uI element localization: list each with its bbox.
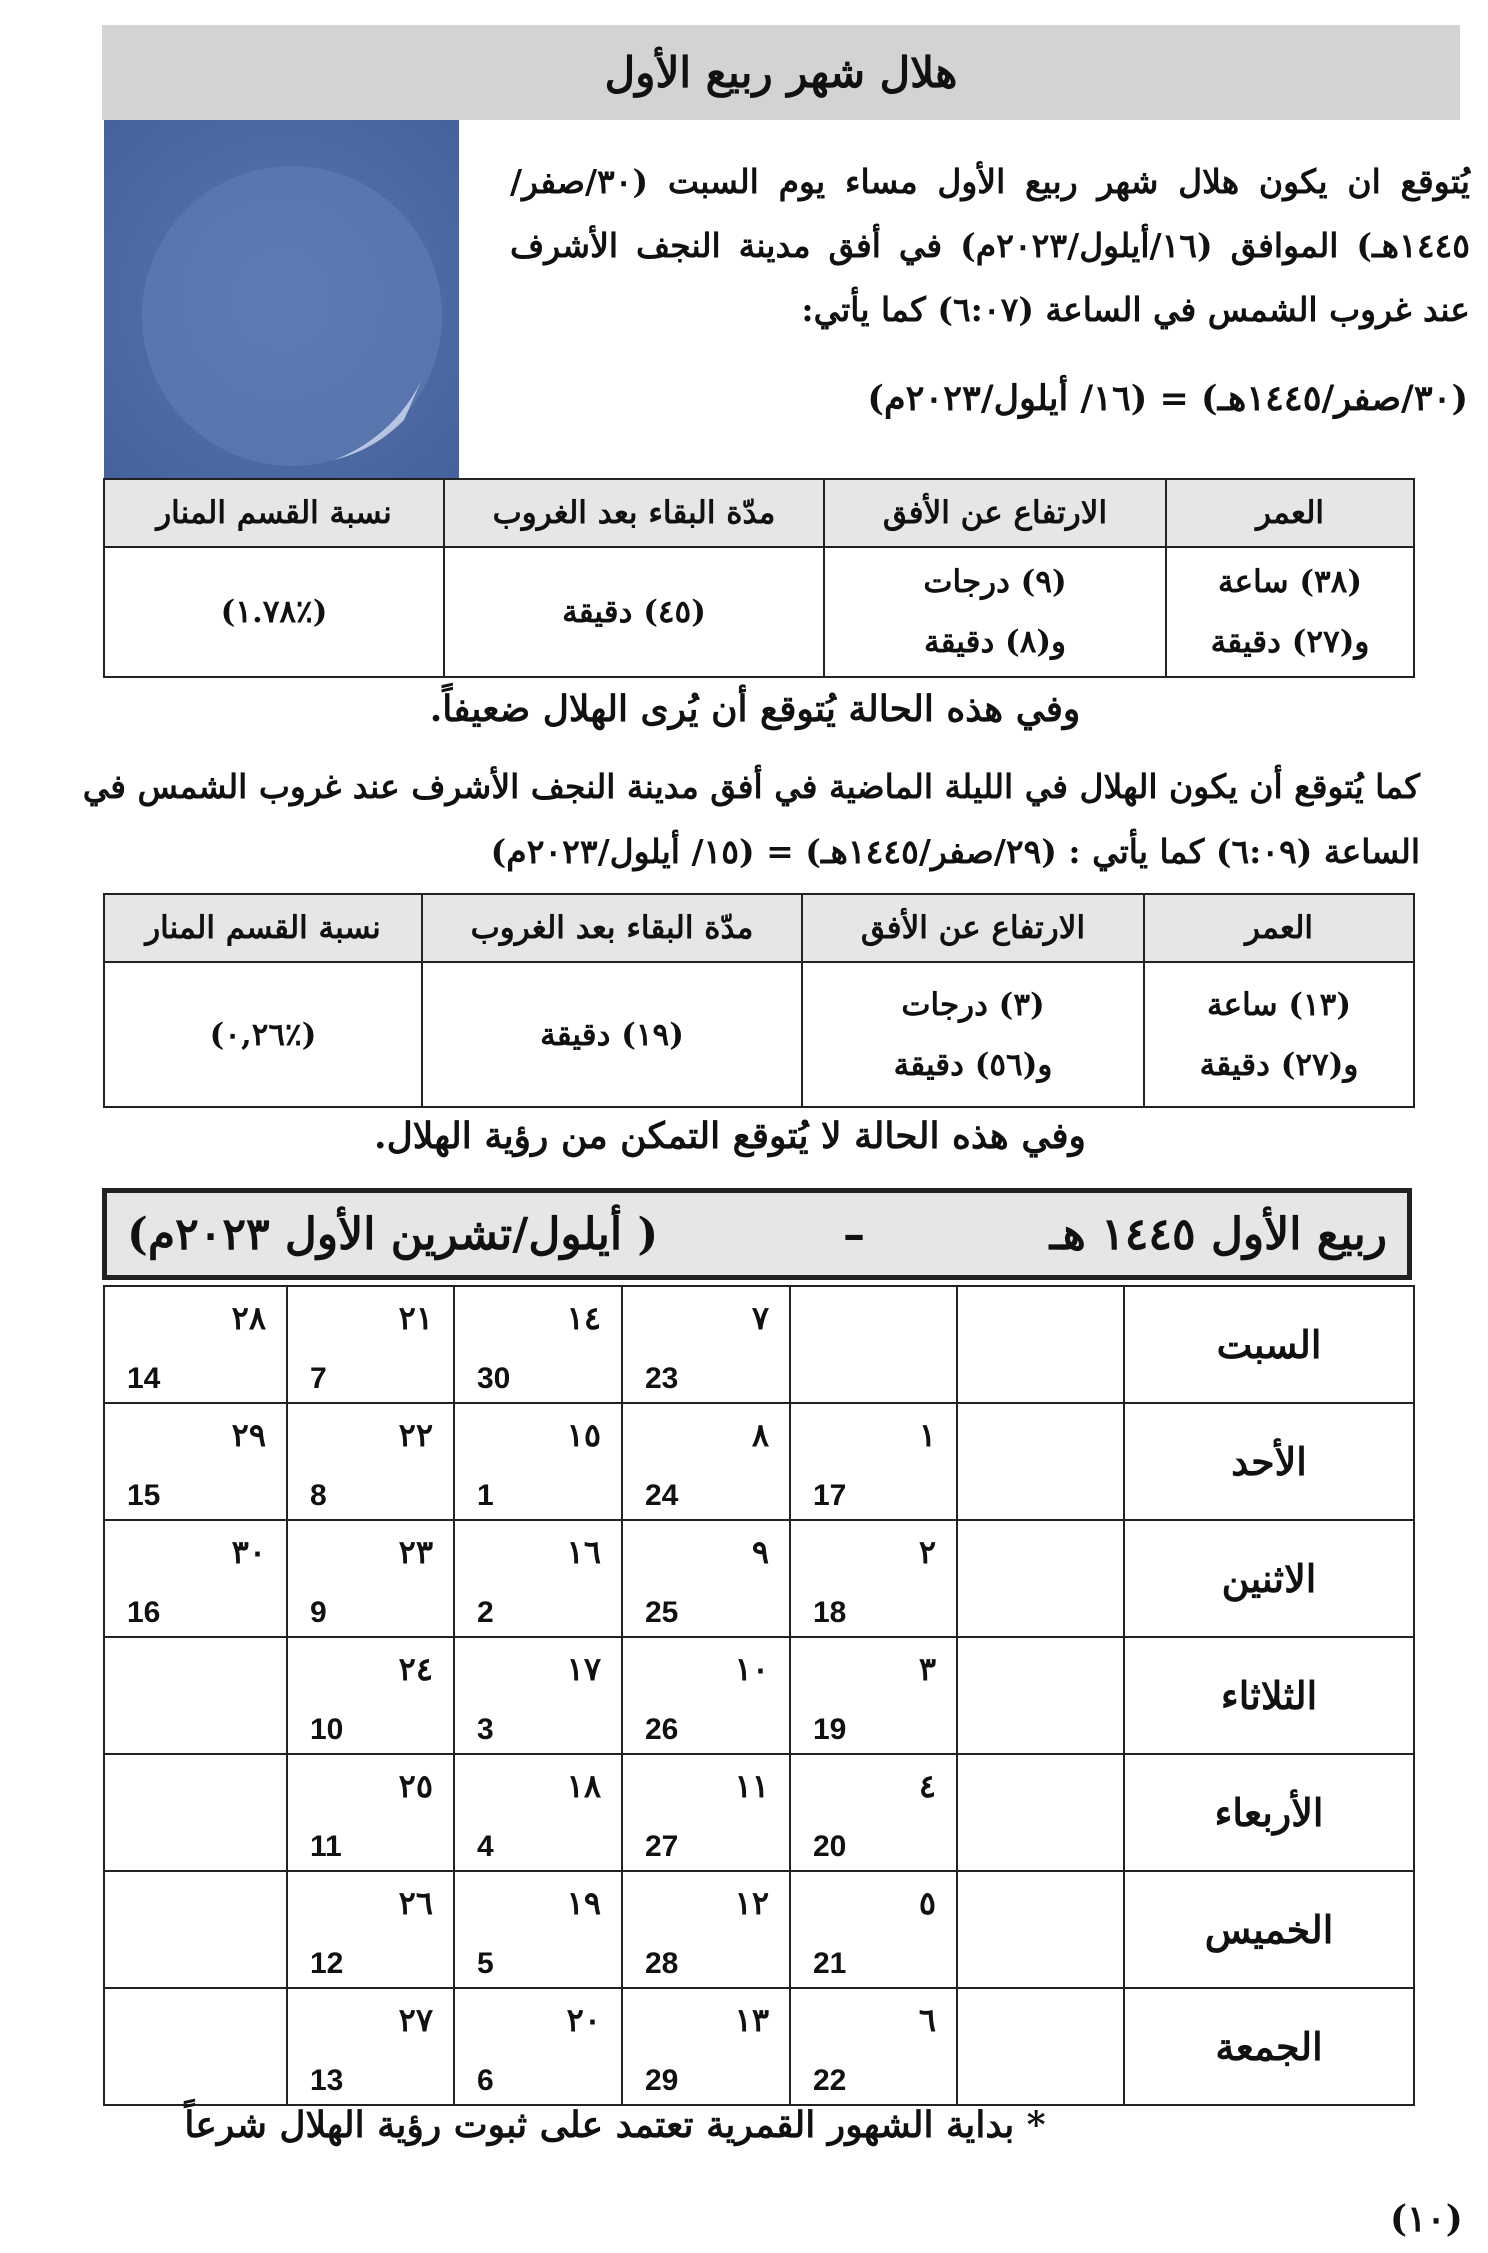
gregorian-date: 27 [645,1830,679,1863]
age-hours: (١٣) ساعة [1207,986,1351,1023]
page-title: هلال شهر ربيع الأول [102,25,1460,120]
calendar-gregorian-months: ( أيلول/تشرين الأول ٢٠٢٣م) [127,1208,659,1260]
hijri-date: ٢٧ [398,2001,433,2039]
calendar-date-cell [454,1988,622,2105]
gregorian-date: 14 [127,1362,161,1395]
age-minutes: و(٢٧) دقيقة [1210,624,1370,660]
calendar-week-row [104,1286,1414,1403]
altitude-minutes: و(٥٦) دقيقة [893,1046,1053,1083]
footnote: * بداية الشهور القمرية تعتمد على ثبوت رؤية الهلال شرعاً [184,2104,1046,2146]
calendar-day-name: الخميس [1124,1871,1414,1988]
hijri-date: ٣ [918,1650,936,1688]
hijri-date: ١٦ [566,1533,601,1571]
note-visibility-none: وفي هذه الحالة لا يُتوقع التمكن من رؤية الهلال. [374,1115,1086,1157]
duration-cell: (٤٥) دقيقة [444,547,824,677]
altitude-minutes: و(٨) دقيقة [923,624,1067,660]
hijri-date: ١٢ [734,1884,769,1922]
gregorian-date: 21 [813,1947,847,1980]
illumination-cell: (٪١.٧٨) [104,547,444,677]
calendar-day-name: الأربعاء [1124,1754,1414,1871]
calendar-week-row [104,1871,1414,1988]
gregorian-date: 13 [310,2064,344,2097]
gregorian-date: 20 [813,1830,847,1863]
gregorian-date: 30 [477,1362,511,1395]
calendar-hijri-month: ربيع الأول ١٤٤٥ هـ [1049,1208,1387,1260]
calendar-week-row [104,1637,1414,1754]
calendar-date-cell [104,1637,287,1754]
gregorian-date: 17 [813,1479,847,1512]
gregorian-date: 6 [477,2064,494,2097]
calendar-date-cell [957,1988,1124,2105]
calendar-week-row [104,1403,1414,1520]
calendar-day-name: الاثنين [1124,1520,1414,1637]
hijri-date: ١٣ [734,2001,769,2039]
previous-night-paragraph-line1: كما يُتوقع أن يكون الهلال في الليلة الماضية في أفق مدينة النجف الأشرف عند غروب الشمس في [82,767,1420,806]
calendar-date-cell [957,1403,1124,1520]
calendar-date-cell [622,1286,790,1403]
hijri-date: ١٩ [566,1884,601,1922]
calendar-date-cell [454,1520,622,1637]
calendar-date-cell [957,1871,1124,1988]
header-illumination: نسبة القسم المنار [104,479,444,547]
calendar-grid [103,1285,1415,2106]
calendar-day-name: السبت [1124,1286,1414,1403]
altitude-degrees: (٣) درجات [901,986,1045,1023]
calendar-date-cell [287,1988,454,2105]
header-age: العمر [1144,894,1414,962]
gregorian-date: 18 [813,1596,847,1629]
calendar-date-cell [622,1637,790,1754]
calendar-week-row [104,1988,1414,2105]
calendar-header [102,1188,1412,1280]
gregorian-date: 4 [477,1830,494,1863]
moon-info-table-1 [103,478,1415,678]
hijri-date: ٢٢ [398,1416,433,1454]
hijri-date: ٢١ [398,1299,433,1337]
gregorian-date: 10 [310,1713,344,1746]
calendar-day-name: الثلاثاء [1124,1637,1414,1754]
calendar-date-cell [287,1520,454,1637]
header-duration: مدّة البقاء بعد الغروب [422,894,802,962]
hijri-date: ٤ [918,1767,936,1805]
gregorian-date: 25 [645,1596,679,1629]
hijri-date: ١٨ [566,1767,601,1805]
age-hours: (٣٨) ساعة [1218,564,1362,600]
header-age: العمر [1166,479,1414,547]
hijri-date: ١٠ [734,1650,769,1688]
hijri-date: ٢٦ [398,1884,433,1922]
crescent-moon-image [104,120,459,478]
gregorian-date: 15 [127,1479,161,1512]
gregorian-date: 8 [310,1479,327,1512]
calendar-date-cell [790,1403,957,1520]
hijri-date: ٥ [918,1884,936,1922]
calendar-date-cell [790,1871,957,1988]
hijri-date: ٢٤ [398,1650,433,1688]
gregorian-date: 22 [813,2064,847,2097]
hijri-date: ١٤ [566,1299,601,1337]
age-cell [1166,547,1414,677]
hijri-date: ٢٨ [231,1299,266,1337]
gregorian-date: 12 [310,1947,344,1980]
hijri-date: ١١ [734,1767,769,1805]
calendar-date-cell [957,1520,1124,1637]
header-altitude: الارتفاع عن الأفق [802,894,1144,962]
calendar-date-cell [104,1520,287,1637]
calendar-date-cell [454,1637,622,1754]
calendar-date-cell [104,1403,287,1520]
gregorian-date: 7 [310,1362,327,1395]
hijri-date: ٩ [751,1533,769,1571]
age-minutes: و(٢٧) دقيقة [1199,1046,1359,1083]
hijri-date: ٣٠ [231,1533,266,1571]
gregorian-date: 29 [645,2064,679,2097]
header-duration: مدّة البقاء بعد الغروب [444,479,824,547]
calendar-date-cell [622,1988,790,2105]
calendar-week-row [104,1520,1414,1637]
header-illumination: نسبة القسم المنار [104,894,422,962]
gregorian-date: 3 [477,1713,494,1746]
hijri-date: ٦ [918,2001,936,2039]
calendar-date-cell [454,1286,622,1403]
hijri-date: ٧ [751,1299,769,1337]
gregorian-date: 26 [645,1713,679,1746]
hijri-date: ١٧ [566,1650,601,1688]
duration-cell: (١٩) دقيقة [422,962,802,1107]
hijri-date: ٢٣ [398,1533,433,1571]
hijri-date: ٢ [918,1533,936,1571]
hijri-date: ٢٠ [566,2001,601,2039]
page-number: (١٠) [1390,2198,1463,2240]
gregorian-date: 5 [477,1947,494,1980]
hijri-date: ١٥ [566,1416,601,1454]
calendar-date-cell [104,1988,287,2105]
calendar-date-cell [287,1871,454,1988]
altitude-degrees: (٩) درجات [923,564,1067,600]
intro-date-line: (٣٠/صفر/١٤٤٥هـ) = (١٦/ أيلول/٢٠٢٣م) [867,378,1468,419]
calendar-date-cell [790,1637,957,1754]
calendar-date-cell [454,1754,622,1871]
calendar-date-cell [287,1637,454,1754]
hijri-date: ١ [918,1416,936,1454]
calendar-day-name: الجمعة [1124,1988,1414,2105]
header-altitude: الارتفاع عن الأفق [824,479,1166,547]
moon-info-table-2 [103,893,1415,1108]
gregorian-date: 1 [477,1479,494,1512]
calendar-date-cell [104,1871,287,1988]
calendar-date-cell [957,1637,1124,1754]
gregorian-date: 9 [310,1596,327,1629]
hijri-date: ٢٥ [398,1767,433,1805]
calendar-date-cell [622,1403,790,1520]
calendar-week-row [104,1754,1414,1871]
calendar-date-cell [622,1520,790,1637]
calendar-date-cell [957,1286,1124,1403]
calendar-date-cell [790,1520,957,1637]
intro-paragraph: يُتوقع ان يكون هلال شهر ربيع الأول مساء يوم السبت (٣٠/صفر/١٤٤٥هـ) الموافق (١٦/أيلول/٢٠٢٣م) في أفق مدينة النجف الأشرف عند غروب الشمس في الساعة (٦:٠٧) كما يأتي: [510,162,1470,329]
calendar-date-cell [790,1988,957,2105]
calendar-date-cell [622,1754,790,1871]
gregorian-date: 2 [477,1596,494,1629]
hijri-date: ٢٩ [231,1416,266,1454]
altitude-cell [824,547,1166,677]
age-cell [1144,962,1414,1107]
calendar-date-cell [622,1871,790,1988]
calendar-day-name: الأحد [1124,1403,1414,1520]
calendar-date-cell [454,1871,622,1988]
calendar-date-cell [287,1754,454,1871]
calendar-date-cell [957,1754,1124,1871]
calendar-date-cell [287,1286,454,1403]
calendar-date-cell [454,1403,622,1520]
note-visibility-weak: وفي هذه الحالة يُتوقع أن يُرى الهلال ضعيفاً. [429,688,1081,730]
calendar-date-cell [790,1286,957,1403]
gregorian-date: 24 [645,1479,679,1512]
illumination-cell: (٪٠,٢٦) [104,962,422,1107]
gregorian-date: 28 [645,1947,679,1980]
calendar-header-separator: – [842,1208,865,1260]
calendar-date-cell [790,1754,957,1871]
calendar-date-cell [104,1286,287,1403]
gregorian-date: 23 [645,1362,679,1395]
previous-night-paragraph-line2: الساعة (٦:٠٩) كما يأتي : (٢٩/صفر/١٤٤٥هـ) = (١٥/ أيلول/٢٠٢٣م) [490,832,1420,871]
calendar-date-cell [104,1754,287,1871]
gregorian-date: 19 [813,1713,847,1746]
hijri-date: ٨ [751,1416,769,1454]
altitude-cell [802,962,1144,1107]
gregorian-date: 11 [310,1830,342,1863]
gregorian-date: 16 [127,1596,161,1629]
calendar-date-cell [287,1403,454,1520]
